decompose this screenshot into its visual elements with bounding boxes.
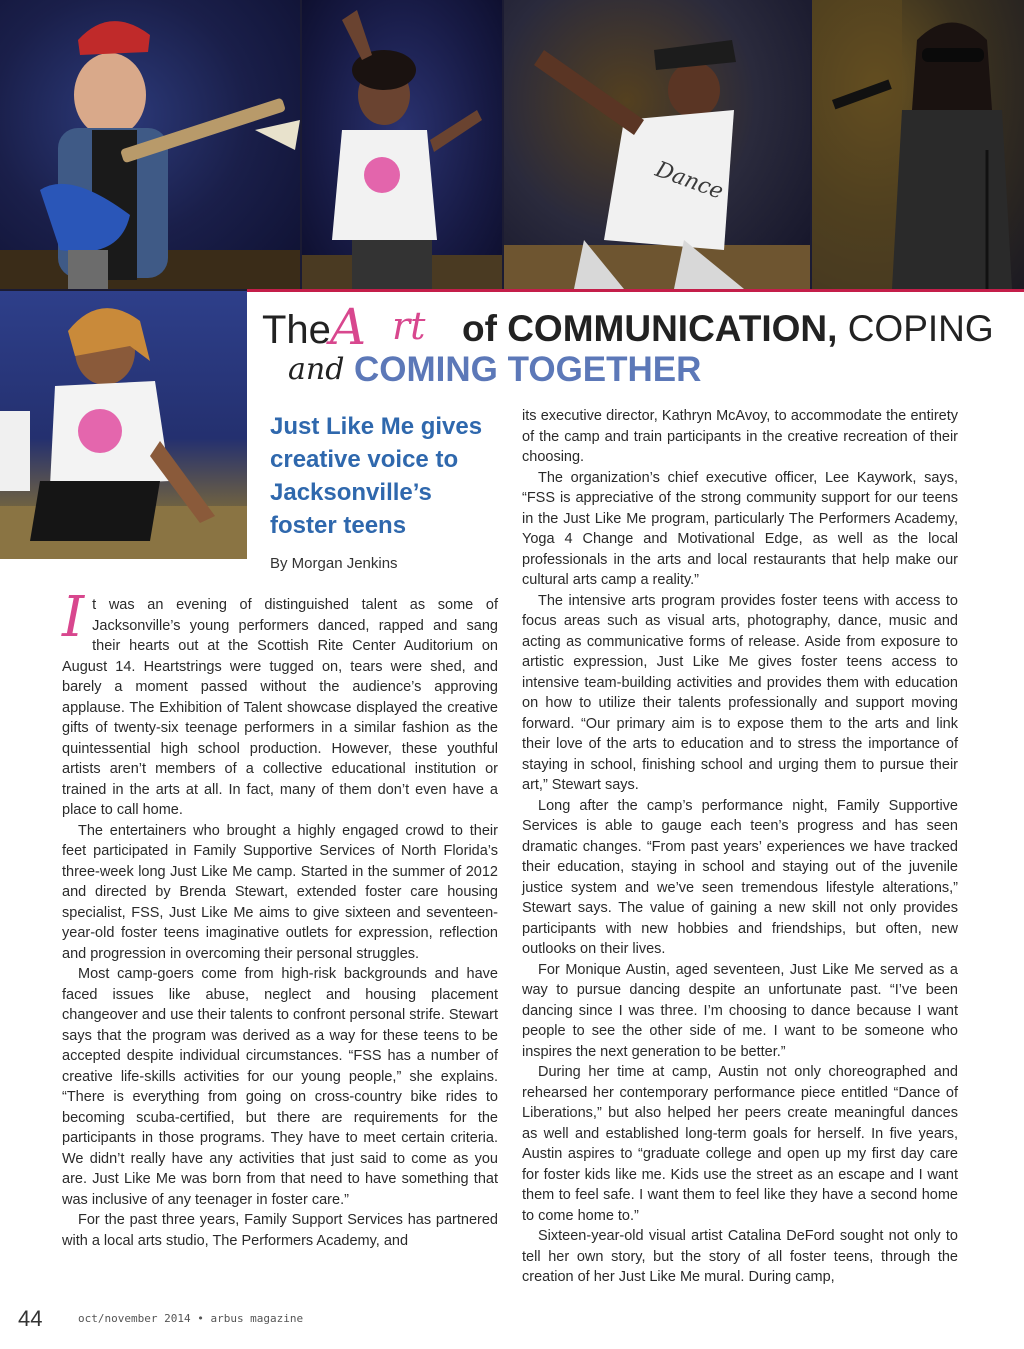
headline-art-rest: rt (392, 304, 426, 348)
body-paragraph: its executive director, Kathryn McAvoy, to accommodate the entirety of the camp and train participants in the creative recreation of their choosing. (522, 408, 958, 465)
photo-guitarist (0, 0, 300, 289)
body-paragraph: Sixteen-year-old visual artist Catalina DeFord sought not only to tell her own story, but the story of all foster teens, through the creation of her Just Like Me mural. During camp, (522, 1228, 958, 1285)
headline-and: and (288, 352, 345, 387)
body-paragraph: Long after the camp’s performance night, Family Supportive Services is able to gauge each teen’s progress and has seen dramatic changes. “From past years’ experiences we have tracked their education, staying in school and staying out of the juvenile justice system and we’ve seen tremendous lifestyle alterations,” Stewart says. The value of gaining a new skill not only provides participants with new hobbies and friendships, but often, new outlooks on their lives. (522, 797, 958, 957)
drop-cap: I (62, 585, 85, 650)
dancer-one-illustration (302, 0, 502, 289)
deck-line: Jacksonville’s (270, 479, 432, 506)
dancer-two-illustration (504, 0, 810, 289)
photo-singer (812, 0, 1024, 289)
photo-kneeling-dancer (0, 291, 247, 559)
body-paragraph: During her time at camp, Austin not only choreographed and rehearsed her contemporary performance piece entitled “Dance of Liberations,” but also helped her peers create meaningful dances as well and established long-term goals for herself. In five years, Austin aspires to “graduate college and open up my first day care for foster kids like me. Kids use the street as an escape and I want them to feel safe. I want them to feel like they have a second home to come home to.” (522, 1064, 958, 1224)
byline: By Morgan Jenkins (270, 555, 398, 572)
deck-line: creative voice to (270, 446, 459, 473)
svg-text:Dance: Dance (651, 157, 727, 205)
headline-the: The (262, 308, 331, 352)
body-column-right (522, 406, 958, 1288)
headline (262, 300, 1002, 396)
header-rule (247, 289, 1024, 292)
deck-line: foster teens (270, 512, 407, 539)
kneeling-dancer-illustration (0, 291, 247, 559)
body-paragraph: The entertainers who brought a highly engaged crowd to their feet participated in Family Supportive Services of North Florida’s three-week long Just Like Me camp. Started in the summer of 2012 and directed by Brenda Stewart, extended foster care housing specialist, FSS, Just Like Me aims to give sixteen and seventeen-year-old foster teens imaginative outlets for expression, reflection and progression in overcoming their personal struggles. (62, 822, 498, 962)
body-paragraph: For the past three years, Family Support Services has partnered with a local arts studio, The Performers Academy, and (62, 1212, 498, 1249)
article-deck (270, 410, 498, 542)
body-paragraph: For Monique Austin, aged seventeen, Just Like Me served as a way to pursue dancing despite an unfortunate past. “I’ve been dancing since I was three. I’m choosing to dance because I want people to see the other side of me. I want to be someone who inspires the next generation to be better.” (522, 961, 958, 1060)
photo-strip (0, 0, 1024, 291)
body-column-left (62, 585, 498, 1251)
headline-coming-together: COMING TOGETHER (354, 350, 702, 389)
photo-dancer-one (302, 0, 502, 289)
body-paragraph: Most camp-goers come from high-risk backgrounds and have faced issues like abuse, neglect and housing placement changeover and use their talents to confront personal strife. Stewart says that the program was derived as a way for these teens to be accepted despite individual circumstances. “FSS has a number of creative life-skills activities for our young people,” she explains. “There is everything from going on cross-country bike rides to becoming scuba-certified, but there are requirements for the participants in those programs. They have to meet certain criteria. We didn’t really have any activities that just said to come as you are. Just Like Me was born from that need to have something that was inclusive of any teenager in foster care.” (62, 966, 498, 1208)
headline-line-one (462, 308, 994, 350)
page-number: 44 (18, 1306, 43, 1331)
headline-communication: of COMMUNICATION, (462, 308, 838, 349)
guitarist-illustration (0, 0, 300, 289)
photo-dancer-two (504, 0, 810, 289)
deck-line: Just Like Me gives (270, 413, 483, 440)
singer-illustration (812, 0, 1024, 289)
headline-art-initial: A (330, 298, 367, 356)
body-paragraph: The organization’s chief executive officer, Lee Kaywork, says, “FSS is appreciative of the strong community support for our teens in the Just Like Me program, particularly The Performers Academy, Yoga 4 Change and Motivational Edge, as well as the local professionals in the arts and local restaurants that help make our cultural arts camp a reality.” (522, 469, 958, 588)
body-paragraph: It was an evening of distinguished talent as some of Jacksonville’s young performers danced, rapped and sang their hearts out at the Scottish Rite Center Auditorium on August 14. Heartstrings were tugged on, tears were shed, and barely a moment passed without the audience’s approving applause. The Exhibition of Talent showcase displayed the creative gifts of twenty-six teenage performers in a similar fashion as the quintessential high school production. However, these youthful artists aren’t members of a collective educational institution or trained in the arts at all. In fact, many of them don’t even have a place to call home. (62, 585, 498, 818)
body-paragraph: The intensive arts program provides foster teens with access to focus areas such as visual arts, photography, dance, music and acting as communicative forms of release. Aside from exposure to artistic expression, Just Like Me gives foster teens access to intensive team-building activities and provides them with education on how to utilize their talents professionally and support moving forward. “Our primary aim is to expose them to the arts and link their love of the arts to education and to stress the importance of staying in school, finishing school and urging them to pursue their art,” Stewart says. (522, 592, 958, 793)
headline-coping: COPING (847, 308, 994, 349)
footer-publication: oct/november 2014 • arbus magazine (78, 1312, 304, 1325)
